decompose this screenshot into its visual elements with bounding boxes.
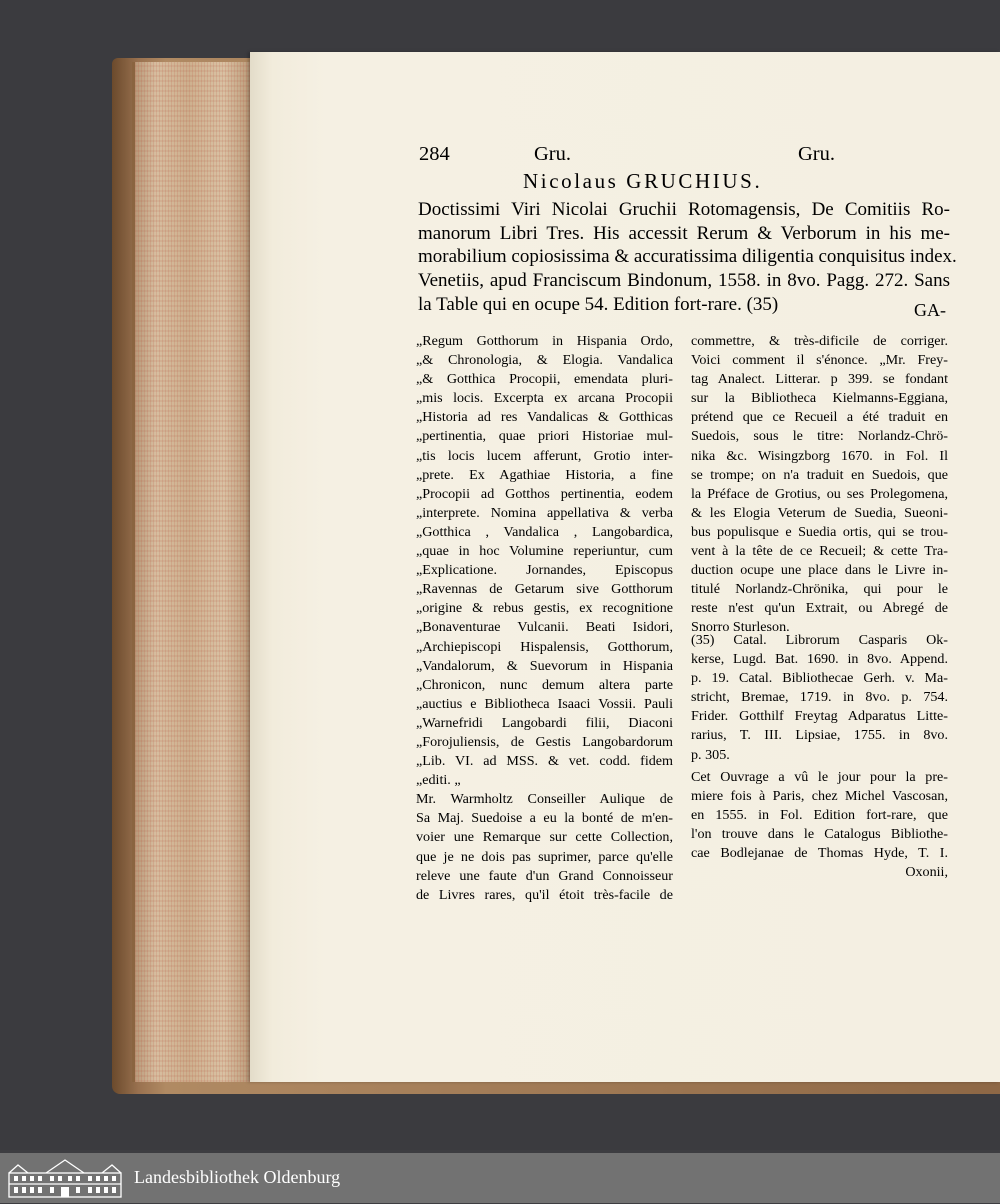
text-line: p. 19. Catal. Bibliothecae Gerh. v. Ma-: [691, 670, 948, 687]
text-line: se trompe; on n'a traduit en Suedois, que: [691, 466, 948, 483]
text-line: „interprete. Nomina appellativa & verba: [416, 504, 673, 521]
text-line: „tis locis lucem afferunt, Grotio inter-: [416, 447, 673, 464]
text-line: „Procopii ad Gotthos pertinentia, eodem: [416, 485, 673, 502]
text-line: Sa Maj. Suedoise a eu la bonté de m'en-: [416, 810, 673, 827]
text-line: sur la Bibliotheca Kielmanns-Eggiana,: [691, 390, 948, 407]
text-line: stricht, Bremae, 1719. in 8vo. p. 754.: [691, 689, 948, 706]
text-line: & les Elogia Veterum de Suedia, Sueoni-: [691, 504, 948, 521]
text-line: titulé Norlandz-Chrönika, qui pour le: [691, 581, 948, 598]
page-edges: [132, 62, 253, 1082]
text-line: Voici comment il s'énonce. „Mr. Frey-: [691, 352, 948, 369]
text-line: „Archiepiscopi Hispalensis, Gotthorum,: [416, 638, 673, 655]
page-number: 284: [419, 143, 450, 165]
entry-author: Nicolaus GRUCHIUS.: [523, 169, 763, 193]
text-line: „Chronicon, nunc demum altera parte: [416, 676, 673, 693]
text-line: Snorro Sturleson.: [691, 619, 790, 636]
title-line: Doctissimi Viri Nicolai Gruchii Rotomagensis, De Comitiis Ro-: [418, 199, 950, 220]
footnote: [691, 631, 948, 765]
text-line: releve une faute d'un Grand Connoisseur: [416, 867, 673, 884]
text-line: (35) Catal. Librorum Casparis Ok-: [691, 632, 948, 648]
footer-bar: [0, 1153, 1000, 1203]
text-line: „Lib. VI. ad MSS. & vet. codd. fidem: [416, 753, 673, 770]
title-line: la Table qui en ocupe 54. Edition fort-rare. (35): [418, 293, 779, 315]
text-line: „Vandalorum, & Suevorum in Hispania: [416, 657, 673, 674]
text-line: „Regum Gotthorum in Hispania Ordo,: [416, 333, 673, 349]
text-line: „quae in hoc Volumine reperiuntur, cum: [416, 543, 673, 560]
text-line: p. 305.: [691, 746, 730, 763]
entry-title-block: [418, 198, 957, 317]
note: [691, 768, 948, 883]
library-name: Landesbibliothek Oldenburg: [134, 1167, 341, 1187]
text-line: cae Bodlejanae de Thomas Hyde, T. I.: [691, 845, 948, 862]
text-line: kerse, Lugd. Bat. 1690. in 8vo. Append.: [691, 651, 948, 668]
text-line: „prete. Ex Agathiae Historia, a fine: [416, 466, 673, 483]
text-line: „& Gotthica Procopii, emendata pluri-: [416, 371, 673, 388]
text-line: en 1555. in Fol. Edition fort-rare, que: [691, 807, 948, 824]
text-line: „pertinentia, quae priori Historiae mul-: [416, 428, 673, 445]
text-line: duction ocupe une place dans le Livre in-: [691, 562, 948, 579]
right-column: [691, 332, 948, 638]
title-line: Venetiis, apud Franciscum Bindonum, 1558. in 8vo. Pagg. 272. Sans: [418, 270, 950, 292]
text-line: „auctius e Bibliotheca Isaaci Vossii. Pauli: [416, 695, 673, 712]
text-line: vent à la tête de ce Recueil; & cette Tra-: [691, 543, 948, 560]
text-line: bus populisque e Suedia ortis, qui se trou-: [691, 523, 948, 540]
text-line: prétend que ce Recueil a été traduit en: [691, 409, 948, 426]
text-line: la Préface de Grotius, ou ses Prolegomena,: [691, 485, 948, 502]
text-line: „Explicatione. Jornandes, Episcopus: [416, 562, 673, 579]
running-head-right: Gru.: [798, 143, 836, 165]
catchword: GA-: [914, 300, 946, 320]
text-line: voier une Remarque sur cette Collection,: [416, 829, 673, 846]
text-line: „mis locis. Excerpta ex arcana Procopii: [416, 390, 673, 407]
text-line: que je ne dois pas suprimer, parce qu'elle: [416, 848, 673, 865]
left-column: [416, 332, 673, 905]
text-line: de Livres rares, qu'il étoit très-facile de: [416, 886, 673, 903]
text-line: reste n'est qu'un Extrait, ou Abregé de: [691, 600, 948, 617]
text-line: „Bonaventurae Vulcanii. Beati Isidori,: [416, 619, 673, 636]
text-line: tag Analect. Litterar. p 399. se fondant: [691, 371, 948, 388]
text-line: „Ravennas de Getarum sive Gotthorum: [416, 581, 673, 598]
text-line: rarius, T. III. Lipsiae, 1755. in 8vo.: [691, 727, 948, 744]
text-line: commettre, & très-dificile de corriger.: [691, 333, 948, 349]
text-line: Mr. Warmholtz Conseiller Aulique de: [416, 791, 673, 808]
text-line: „& Chronologia, & Elogia. Vandalica: [416, 352, 673, 369]
text-line: Frider. Gotthilf Freytag Adparatus Litte-: [691, 708, 948, 725]
running-head-left: Gru.: [534, 143, 572, 165]
text-line: l'on trouve dans le Catalogus Bibliothe-: [691, 826, 948, 843]
text-line: nika &c. Wisingzborg 1670. in Fol. Il: [691, 447, 948, 464]
text-line: Cet Ouvrage a vû le jour pour la pre-: [691, 769, 948, 785]
text-line: „Historia ad res Vandalicas & Gotthicas: [416, 409, 673, 426]
text-line: „Forojuliensis, de Gestis Langobardorum: [416, 733, 673, 750]
title-line: manorum Libri Tres. His accessit Rerum & Verborum in his me-: [418, 222, 950, 244]
text-line: „Warnefridi Langobardi filii, Diaconi: [416, 714, 673, 731]
text-line: Suedois, sous le titre: Norlandz-Chrö-: [691, 428, 948, 445]
text-line: Oxonii,: [905, 864, 948, 881]
text-line: „Gotthica , Vandalica , Langobardica,: [416, 523, 673, 540]
text-line: „editi. „: [416, 772, 461, 789]
text-line: miere fois à Paris, chez Michel Vascosan,: [691, 788, 948, 805]
title-line: morabilium copiosissima & accuratissima diligentia conquisitus index.: [418, 246, 957, 268]
library-building-icon: [6, 1157, 124, 1199]
text-line: „origine & rebus gestis, ex recognitione: [416, 600, 673, 617]
